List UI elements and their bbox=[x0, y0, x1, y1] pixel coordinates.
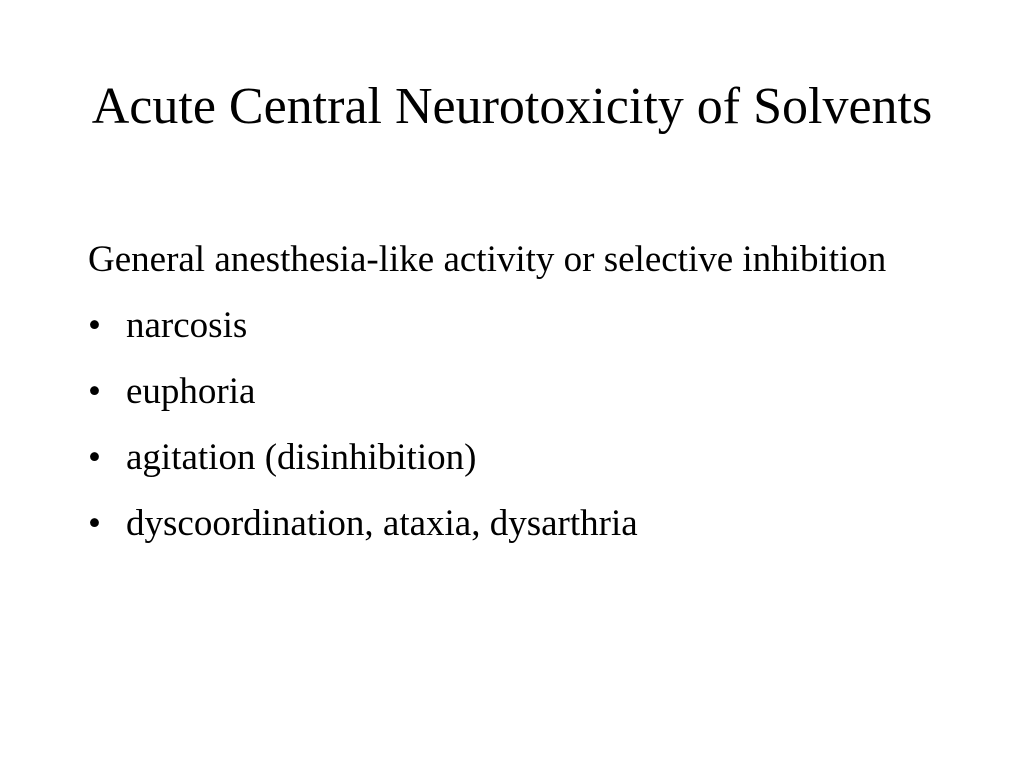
bullet-item-dyscoordination bbox=[88, 498, 948, 550]
intro-text: General anesthesia-like activity or selective inhibition bbox=[88, 239, 887, 280]
bullet-text: euphoria bbox=[126, 371, 256, 412]
bullet-text: narcosis bbox=[126, 305, 248, 346]
bullet-icon: • bbox=[88, 371, 101, 412]
bullet-icon: • bbox=[88, 503, 101, 544]
bullet-icon: • bbox=[88, 305, 101, 346]
bullet-text: agitation (disinhibition) bbox=[126, 437, 477, 478]
slide-title: Acute Central Neurotoxicity of Solvents bbox=[91, 78, 933, 135]
bullet-icon: • bbox=[88, 437, 101, 478]
bullet-item-agitation bbox=[88, 432, 948, 484]
bullet-list bbox=[88, 300, 948, 550]
bullet-item-narcosis bbox=[88, 300, 948, 352]
bullet-item-euphoria bbox=[88, 366, 948, 418]
slide-body bbox=[88, 234, 948, 564]
bullet-text: dyscoordination, ataxia, dysarthria bbox=[126, 503, 638, 544]
